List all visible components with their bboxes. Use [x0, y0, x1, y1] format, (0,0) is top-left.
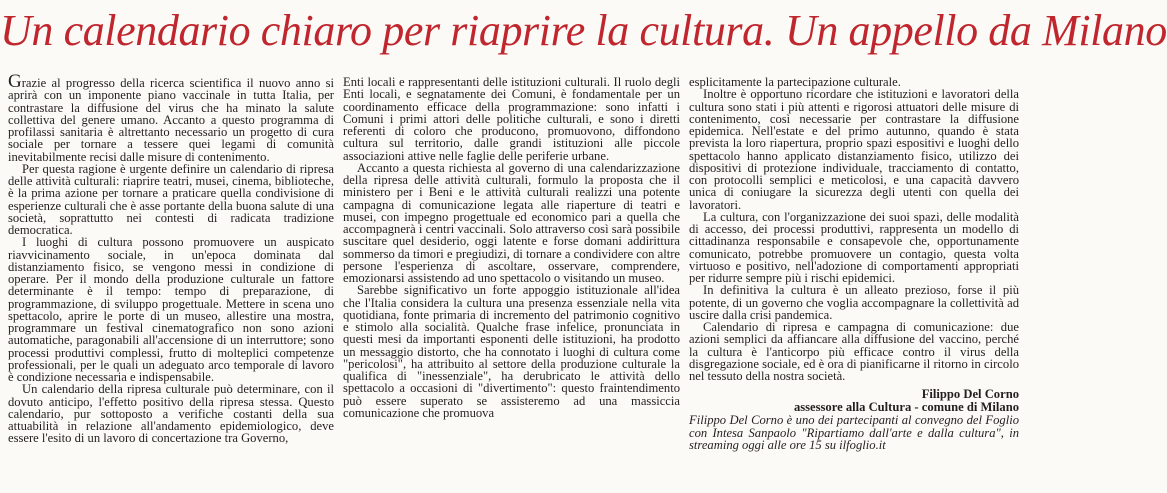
drop-cap: G: [8, 71, 22, 92]
paragraph: I luoghi di cultura possono promuovere un auspicato riavvicinamento sociale, in un'epoca dominata dal distanziamento fisico, se vengono messi in condizione di operare. Per il mondo della produzione culturale un fattore determinante è il tempo: tempo di preparazione, di programmazione, di sviluppo progettuale. Mettere in scena uno spettacolo, aprire le porte di un museo, allestire una mostra, programmare un festival cinematografico non sono azioni automatiche, paragonabili all'accensione di un interruttore; sono processi produttivi complessi, frutto di molteplici competenze professionali, per le quali un adeguato arco temporale di lavoro è condizione necessaria e indispensabile.: [8, 235, 334, 384]
byline: [689, 388, 1019, 413]
paragraph: Accanto a questa richiesta al governo di una calendarizzazione della ripresa delle attività culturali, formulo la proposta che il ministero per i Beni e le attività culturali realizzi una potente campagna di comunicazione legata alle riaperture di teatri e musei, con impegno progettuale ed economico pari a quella che accompagnerà i centri vaccinali. Solo attraverso così sarà possibile suscitare quel desiderio, oggi latente e forse domani addirittura sommerso da timori e pregiudizi, di tornare a condividere con altre persone l'esperienza di ascoltare, osservare, comprendere, emozionarsi assistendo ad uno spettacolo o visitando un museo.: [343, 160, 680, 285]
paragraph: In definitiva la cultura è un alleato prezioso, forse il più potente, di un governo che voglia accompagnare la collettività ad uscire dalla crisi pandemica.: [689, 283, 1019, 322]
article-body: [0, 71, 1024, 493]
column-1: [8, 71, 334, 493]
author-note: Filippo Del Corno è uno dei partecipanti al convegno del Foglio con Intesa Sanpaolo "Ripartiamo dall'arte e dalla cultura", in streaming oggi alle ore 15 su ilfoglio.it: [689, 413, 1019, 452]
paragraph: Calendario di ripresa e campagna di comunicazione: due azioni semplici da affiancare alla diffusione del vaccino, perché la cultura è l'anticorpo più efficace contro il virus della disgregazione sociale, ed è ora di pianificarne il ritorno in circolo nel tessuto della nostra società.: [689, 320, 1019, 383]
paragraph: La cultura, con l'organizzazione dei suoi spazi, delle modalità di accesso, dei processi produttivi, rappresenta un modello di cittadinanza responsabile e consapevole che, opportunamente comunicato, potrebbe promuovere un contagio, questa volta virtuoso e positivo, nell'adozione di comportamenti appropriati per ridurre sempre più i rischi epidemici.: [689, 209, 1019, 285]
author-name: Filippo Del Corno: [921, 387, 1019, 402]
headline: Un calendario chiaro per riaprire la cultura. Un appello da Milano: [0, 6, 1167, 55]
paragraph-text: razie al progresso della ricerca scientifica il nuovo anno si aprirà con un imponente piano vaccinale in tutta Italia, per contrastare la diffusione del virus che ha minato la salute collettiva del genere umano. Accanto a questo programma di profilassi sanitaria è altrettanto necessario un progetto di cura sociale per tornare a tessere quei legami di comunità inevitabilmente recisi dalle misure di contenimento.: [8, 76, 334, 164]
paragraph: Sarebbe significativo un forte appoggio istituzionale all'idea che l'Italia considera la cultura una presenza essenziale nella vita quotidiana, fonte primaria di incremento del patrimonio cognitivo e stimolo alla socialità. Qualche frase infelice, pronunciata in questi mesi da importanti esponenti delle istituzioni, ha prodotto un messaggio distorto, che ha connotato i luoghi di cultura come "pericolosi", ha attribuito al settore della produzione culturale la qualifica di "inessenziale", ha derubricato le attività dello spettacolo a occasioni di "divertimento": questo fraintendimento può essere superato se assisteremo ad una massiccia comunicazione che promuova: [343, 283, 680, 420]
paragraph: esplicitamente la partecipazione culturale.: [689, 75, 901, 89]
column-2: [343, 76, 680, 493]
paragraph: Per questa ragione è urgente definire un calendario di ripresa delle attività culturali: riaprire teatri, musei, cinema, biblioteche, è la prima azione per tornare a praticare quella condivisione di esperienze culturali che è asse portante della buona salute di una società, soprattutto nei contesti di radicata tradizione democratica.: [8, 161, 334, 237]
paragraph: [8, 71, 334, 164]
paragraph: Inoltre è opportuno ricordare che istituzioni e lavoratori della cultura sono stati i più attenti e rigorosi attuatori delle misure di contenimento, così necessarie per contrastare la diffusione epidemica. Nell'estate e del primo autunno, quando è stata prevista la loro riapertura, proprio spazi espositivi e luoghi dello spettacolo hanno applicato distanziamento fisico, utilizzo dei dispositivi di protezione individuale, tracciamento di contatto, con protocolli semplici e meticolosi, e una capacità davvero unica di coniugare la sicurezza degli utenti con quella dei lavoratori.: [689, 87, 1019, 212]
paragraph: Enti locali e rappresentanti delle istituzioni culturali. Il ruolo degli Enti locali, e segnatamente dei Comuni, è fondamentale per un coordinamento efficace della programmazione: sono infatti i Comuni i primi attori delle politiche culturali, e sono i diretti referenti di coloro che producono, promuovono, diffondono cultura sul territorio, dalle grandi istituzioni alle piccole associazioni attive nelle faglie delle periferie urbane.: [343, 75, 680, 163]
paragraph: Un calendario della ripresa culturale può determinare, con il dovuto anticipo, l'effetto positivo della ripresa stessa. Questo calendario, pur sottoposto a verifiche costanti della sua attuabilità in relazione all'andamento epidemiologico, deve essere l'esito di un lavoro di concertazione tra Governo,: [8, 382, 334, 446]
author-role: assessore alla Cultura - comune di Milano: [793, 399, 1019, 414]
column-3: [689, 76, 1019, 493]
